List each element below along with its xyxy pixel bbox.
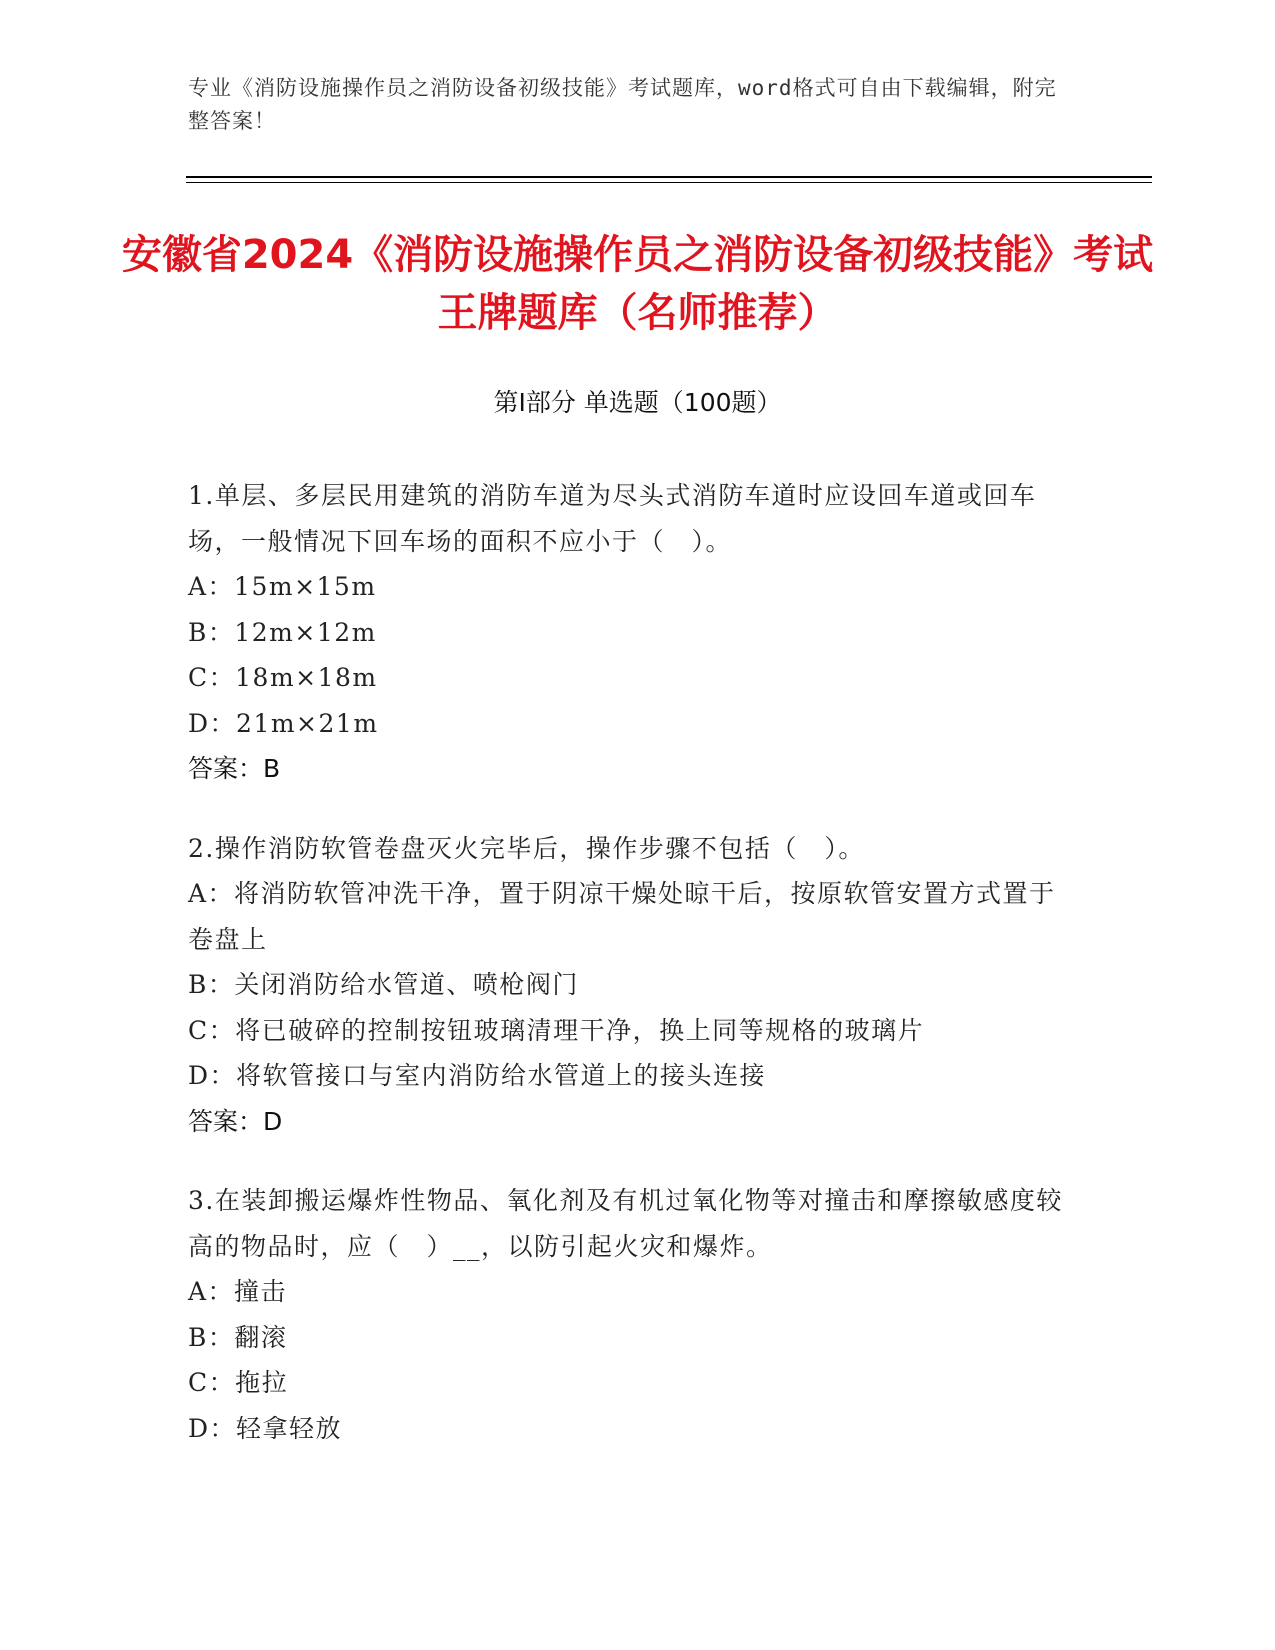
document-title: 安徽省2024《消防设施操作员之消防设备初级技能》考试王牌题库（名师推荐）	[121, 232, 1154, 336]
option-b: B：翻滚	[188, 1322, 288, 1352]
question-stem: 2.操作消防软管卷盘灭火完毕后，操作步骤不包括（ ）。	[188, 833, 865, 863]
question-stem: 3.在装卸搬运爆炸性物品、氧化剂及有机过氧化物等对撞击和摩擦敏感度较高的物品时，应（ ）__，以防引起火灾和爆炸。	[188, 1186, 1063, 1261]
option-c: C：将已破碎的控制按钮玻璃清理干净，换上同等规格的玻璃片	[188, 1015, 925, 1045]
question-stem: 1.单层、多层民用建筑的消防车道为尽头式消防车道时应设回车道或回车场，一般情况下回车场的面积不应小于（ ）。	[188, 481, 1037, 556]
option-d: D：轻拿轻放	[188, 1413, 343, 1443]
question-2	[188, 826, 1068, 1145]
answer-key: 答案：B	[188, 754, 281, 783]
option-a: A：将消防软管冲洗干净，置于阴凉干燥处晾干后，按原软管安置方式置于卷盘上	[188, 879, 1056, 954]
option-d: D：将软管接口与室内消防给水管道上的接头连接	[188, 1061, 767, 1090]
header-note: 专业《消防设施操作员之消防设备初级技能》考试题库，word格式可自由下载编辑，附完整答案！	[188, 76, 1057, 133]
option-a: A：15m×15m	[188, 572, 377, 601]
question-3	[188, 1178, 1068, 1451]
header-divider-thick	[186, 176, 1152, 178]
option-a: A：撞击	[188, 1277, 288, 1306]
question-1	[188, 473, 1068, 792]
option-b: B：12m×12m	[188, 617, 377, 647]
option-c: C：拖拉	[188, 1368, 289, 1397]
question-list	[188, 473, 1068, 1485]
answer-key: 答案：D	[188, 1106, 283, 1136]
option-b: B：关闭消防给水管道、喷枪阀门	[188, 970, 579, 999]
option-c: C：18m×18m	[188, 663, 378, 692]
header-divider-thin	[186, 182, 1152, 183]
option-d: D：21m×21m	[188, 708, 379, 738]
section-heading: 第Ⅰ部分 单选题（100题）	[493, 388, 782, 417]
